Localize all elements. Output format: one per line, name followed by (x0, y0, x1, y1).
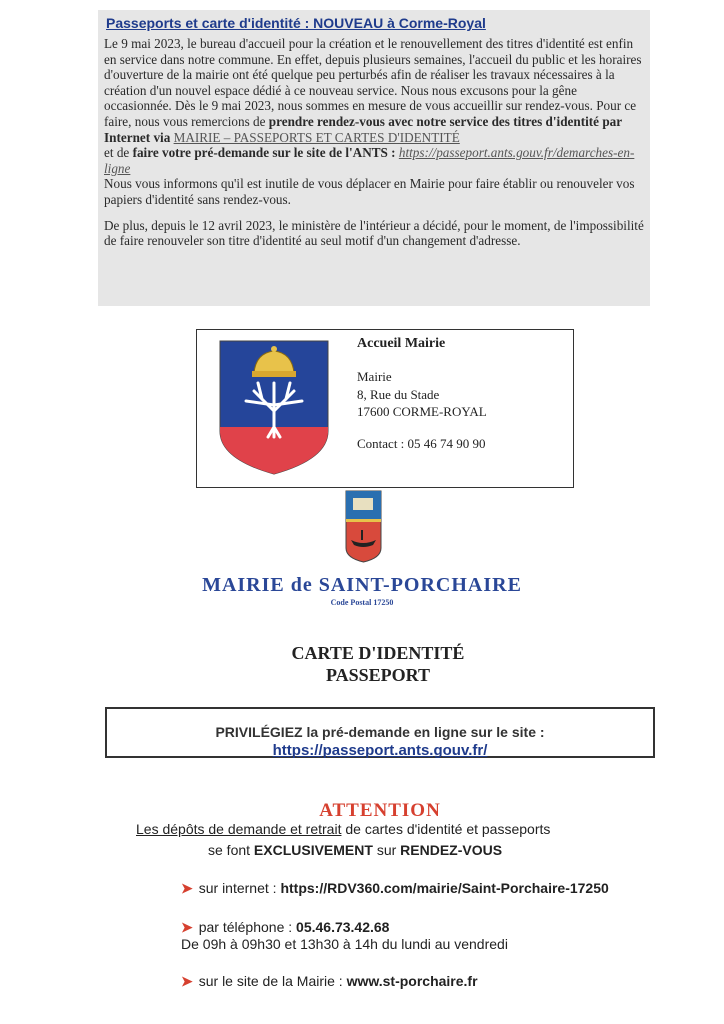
attention-heading: ATTENTION (319, 800, 441, 821)
passeport-ants-link[interactable]: https://passeport.ants.gouv.fr/ (272, 742, 488, 759)
article-title: Passeports et carte d'identité : NOUVEAU à Corme-Royal (106, 15, 486, 31)
article-paragraph-1: Le 9 mai 2023, le bureau d'accueil pour la création et le renouvellement des titres d'identité est enfin en service dans notre commune. En effet, depuis plusieurs semaines, l'accueil du public et les horaires d'ouverture de la mairie ont été quelque peu perturbés afin de réaliser les travaux nécessaires à la création d'un nouvel espace dédié à ce nouveau service. Nous nous excusons pour la gêne occasionnée. Dès le 9 mai 2023, nous sommes en mesure de vous accueillir sur rendez-vous. Pour ce faire, nous vous remercions de prendre rendez-vous avec notre service des titres d'identité par Internet via MAIRIE – PASSEPORTS ET CARTES D'IDENTITÉ (104, 36, 642, 145)
address-line-1: Mairie (357, 369, 392, 384)
passeport-label: PASSEPORT (325, 665, 431, 685)
article-paragraph-4: De plus, depuis le 12 avril 2023, le ministère de l'intérieur a décidé, pour le moment, de l'impossibilité de faire renouveler son titre d'identité au seul motif d'un changement d'adresse. (104, 217, 644, 249)
postal-code: Code Postal 17250 (330, 598, 394, 607)
article-body (104, 36, 644, 249)
rdv-link[interactable]: MAIRIE – PASSEPORTS ET CARTES D'IDENTITÉ (173, 129, 460, 145)
depots-line-1: Les dépôts de demande et retrait de cartes d'identité et passeports (136, 821, 551, 837)
mairie-website-link[interactable]: www.st-porchaire.fr (346, 973, 478, 989)
ants-link[interactable]: https://passeport.ants.gouv.fr/demarches-en-ligne (104, 145, 635, 176)
accueil-title: Accueil Mairie (357, 336, 446, 351)
address-line-3: 17600 CORME-ROYAL (357, 404, 487, 419)
document-type-heading (0, 642, 724, 686)
accueil-mairie-box (196, 329, 574, 488)
contact-phone: Contact : 05 46 74 90 90 (357, 436, 486, 451)
phone-number[interactable]: 05.46.73.42.68 (296, 919, 390, 935)
address-line-2: 8, Rue du Stade (357, 387, 440, 402)
arrow-icon: ➤ (181, 919, 193, 935)
rdv360-link[interactable]: https://RDV360.com/mairie/Saint-Porchaire-17250 (280, 880, 609, 896)
bullet-internet: ➤ sur internet : https://RDV360.com/mairie/Saint-Porchaire-17250 (181, 880, 609, 896)
arrow-icon: ➤ (181, 973, 193, 989)
saint-porchaire-coat-of-arms-icon (345, 490, 382, 563)
carte-identite-label: CARTE D'IDENTITÉ (291, 643, 465, 663)
phone-hours: De 09h à 09h30 et 13h30 à 14h du lundi au vendredi (181, 936, 508, 952)
arrow-icon: ➤ (181, 880, 193, 896)
mairie-name: MAIRIE de SAINT-PORCHAIRE (202, 574, 522, 596)
bullet-telephone: ➤ par téléphone : 05.46.73.42.68 (181, 919, 390, 935)
pre-demande-box (105, 707, 655, 758)
bullet-site-mairie: ➤ sur le site de la Mairie : www.st-porchaire.fr (181, 973, 478, 989)
pre-demande-text: PRIVILÉGIEZ la pré-demande en ligne sur le site : (215, 724, 545, 740)
article-paragraph-2: et de faire votre pré-demande sur le site de l'ANTS : https://passeport.ants.gouv.fr/demarches-en-ligne (104, 145, 635, 176)
corme-royal-coat-of-arms-icon (218, 339, 330, 476)
article-paragraph-3: Nous vous informons qu'il est inutile de vous déplacer en Mairie pour faire établir ou renouveler vos papiers d'identité sans rendez-vous. (104, 176, 635, 207)
depots-line-2: se font EXCLUSIVEMENT sur RENDEZ-VOUS (208, 842, 503, 858)
